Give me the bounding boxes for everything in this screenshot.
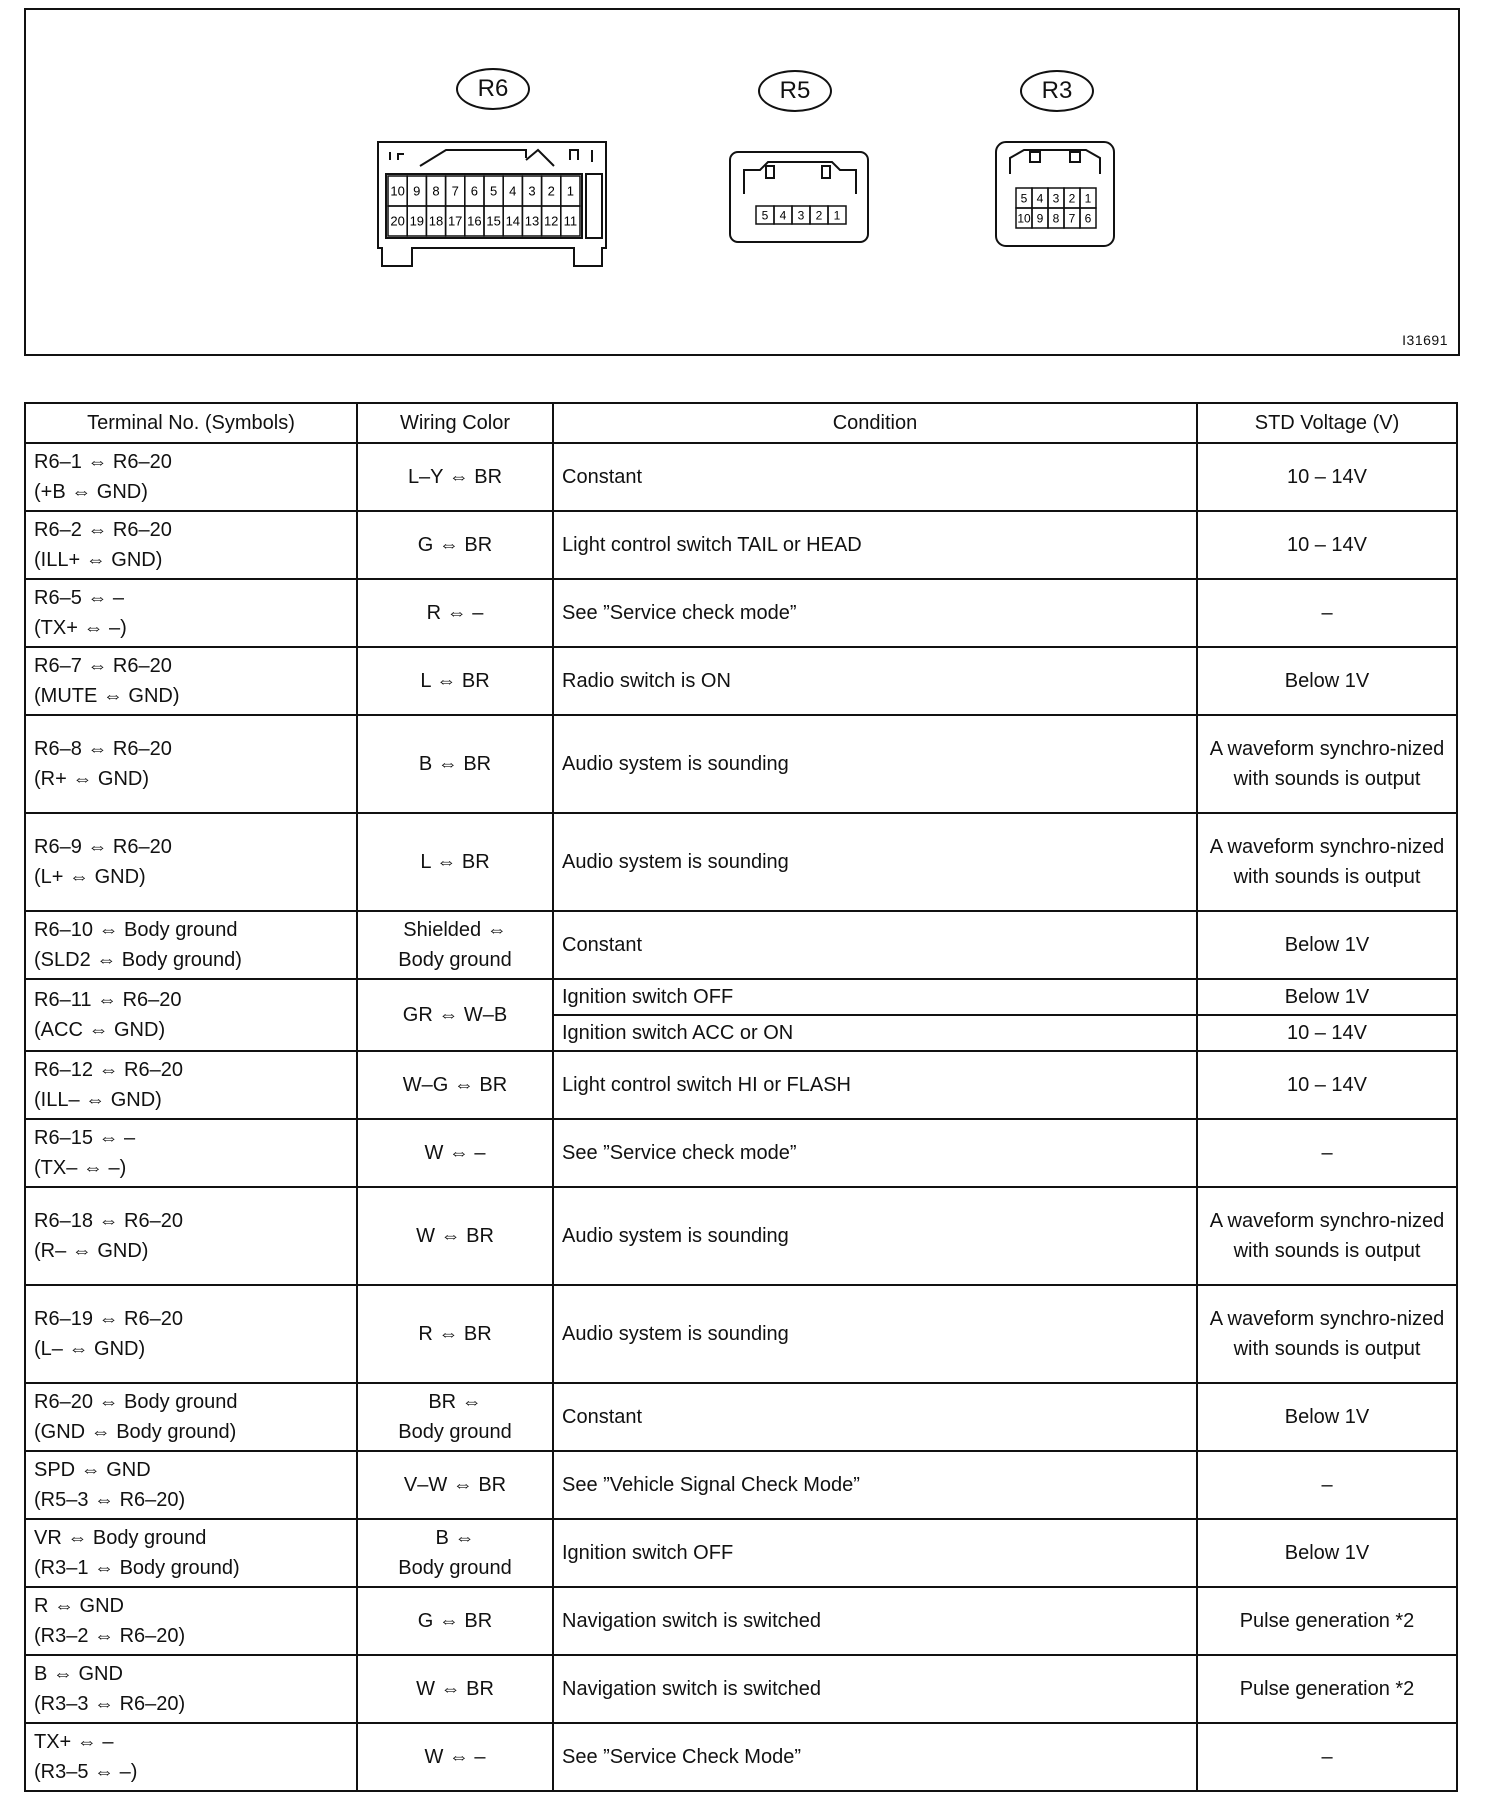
std-voltage-cell: Below 1V	[1197, 1519, 1457, 1587]
terminal-pair: R6–19 ⇔ R6–20	[34, 1308, 183, 1330]
pin-number: 5	[761, 208, 769, 223]
connector-label-r5: R5	[758, 70, 832, 112]
connector-r6	[378, 142, 606, 266]
connector-r5	[730, 152, 868, 242]
terminal-cell	[25, 1587, 357, 1655]
wiring-color-cell	[357, 1051, 553, 1119]
terminal-symbols: (R– ⇔ GND)	[34, 1240, 149, 1262]
terminal-cell	[25, 647, 357, 715]
header-wiring-color: Wiring Color	[357, 403, 553, 443]
std-voltage-cell: Below 1V	[1197, 1383, 1457, 1451]
header-terminal: Terminal No. (Symbols)	[25, 403, 357, 443]
table-row	[25, 1187, 1457, 1285]
terminal-symbols: (+B ⇔ GND)	[34, 481, 148, 503]
wiring-color-cell	[357, 911, 553, 979]
terminal-cell	[25, 1451, 357, 1519]
terminal-pair: R6–18 ⇔ R6–20	[34, 1210, 183, 1232]
terminal-pair: R6–12 ⇔ R6–20	[34, 1059, 183, 1081]
wiring-color-cell	[357, 813, 553, 911]
std-voltage-cell: 10 – 14V	[1197, 443, 1457, 511]
wiring-color: G ⇔ BR	[417, 1610, 493, 1632]
terminal-pair: R6–2 ⇔ R6–20	[34, 519, 172, 541]
pin-number: 19	[409, 213, 425, 229]
std-voltage-cell: –	[1197, 579, 1457, 647]
condition-cell: See ”Vehicle Signal Check Mode”	[553, 1451, 1197, 1519]
pin-number: 4	[509, 183, 517, 199]
pin-number: 4	[1036, 191, 1044, 206]
wiring-color-cell	[357, 1285, 553, 1383]
pin-number: 9	[413, 183, 421, 199]
pin-number: 10	[390, 183, 405, 199]
wiring-color: B ⇔	[435, 1527, 475, 1549]
r6-pin-grid	[388, 176, 580, 236]
pin-number: 2	[547, 183, 555, 199]
terminal-pair: VR ⇔ Body ground	[34, 1527, 207, 1549]
wiring-color-cell	[357, 511, 553, 579]
wiring-color: G ⇔ BR	[417, 534, 493, 556]
terminal-cell	[25, 911, 357, 979]
terminal-cell	[25, 1187, 357, 1285]
wiring-color-cell	[357, 1655, 553, 1723]
terminal-spec-table	[24, 402, 1458, 1792]
std-voltage-cell: Below 1V	[1197, 647, 1457, 715]
pin-number: 8	[432, 183, 440, 199]
std-voltage-cell: Pulse generation *2	[1197, 1587, 1457, 1655]
wiring-color: W ⇔ BR	[416, 1678, 494, 1700]
connector-label-r6: R6	[456, 68, 530, 110]
terminal-symbols: (R+ ⇔ GND)	[34, 768, 149, 790]
pin-number: 1	[566, 183, 575, 199]
terminal-pair: R6–20 ⇔ Body ground	[34, 1391, 238, 1413]
condition-cell: Radio switch is ON	[553, 647, 1197, 715]
terminal-cell	[25, 715, 357, 813]
terminal-cell	[25, 1655, 357, 1723]
terminal-symbols: (R3–2 ⇔ R6–20)	[34, 1625, 186, 1647]
figure-id: I31691	[1402, 332, 1448, 348]
pin-number: 3	[1052, 191, 1060, 206]
terminal-symbols: (R5–3 ⇔ R6–20)	[34, 1489, 186, 1511]
condition-cell: See ”Service check mode”	[553, 579, 1197, 647]
table-row	[25, 1451, 1457, 1519]
std-voltage-cell: –	[1197, 1451, 1457, 1519]
terminal-pair: R6–8 ⇔ R6–20	[34, 738, 172, 760]
std-voltage-cell: A waveform synchro-nized with sounds is output	[1197, 813, 1457, 911]
terminal-pair: R6–9 ⇔ R6–20	[34, 836, 172, 858]
wiring-color-cell	[357, 1519, 553, 1587]
wiring-color: L ⇔ BR	[420, 851, 490, 873]
pin-number: 2	[1068, 191, 1076, 206]
terminal-symbols: (ILL+ ⇔ GND)	[34, 549, 163, 571]
header-condition: Condition	[553, 403, 1197, 443]
wiring-color-cont: Body ground	[398, 1421, 512, 1443]
pin-number: 20	[390, 213, 405, 229]
terminal-symbols: (L+ ⇔ GND)	[34, 866, 146, 888]
wiring-color: L–Y ⇔ BR	[407, 466, 503, 488]
condition-cell: See ”Service check mode”	[553, 1119, 1197, 1187]
table-row	[25, 1519, 1457, 1587]
table-row	[25, 911, 1457, 979]
pin-number: 12	[543, 213, 559, 229]
terminal-symbols: (R3–5 ⇔ –)	[34, 1761, 138, 1783]
terminal-cell	[25, 1383, 357, 1451]
table-row	[25, 1285, 1457, 1383]
terminal-pair: R6–10 ⇔ Body ground	[34, 919, 238, 941]
terminal-pair: B ⇔ GND	[34, 1663, 123, 1685]
terminal-symbols: (TX– ⇔ –)	[34, 1157, 127, 1179]
terminal-pair: R6–11 ⇔ R6–20	[34, 989, 182, 1011]
std-voltage-cell: A waveform synchro-nized with sounds is output	[1197, 1285, 1457, 1383]
condition-cell: Audio system is sounding	[553, 813, 1197, 911]
pin-number: 9	[1036, 211, 1044, 226]
table-row	[25, 443, 1457, 511]
table-row	[25, 647, 1457, 715]
condition-cell: Ignition switch OFF	[553, 979, 1197, 1015]
terminal-symbols: (ILL– ⇔ GND)	[34, 1089, 162, 1111]
pin-number: 11	[563, 213, 578, 229]
table-row	[25, 1051, 1457, 1119]
pin-number: 6	[1084, 211, 1092, 226]
condition-cell: Audio system is sounding	[553, 715, 1197, 813]
pin-number: 2	[815, 208, 823, 223]
condition-cell: Constant	[553, 1383, 1197, 1451]
terminal-pair: R ⇔ GND	[34, 1595, 124, 1617]
r5-pin-grid	[756, 206, 846, 224]
wiring-color-cell	[357, 443, 553, 511]
terminal-pair: TX+ ⇔ –	[34, 1731, 114, 1753]
pin-number: 13	[524, 213, 540, 229]
table-row	[25, 511, 1457, 579]
terminal-symbols: (GND ⇔ Body ground)	[34, 1421, 237, 1443]
table-row	[25, 813, 1457, 911]
terminal-cell	[25, 813, 357, 911]
pin-number: 5	[489, 183, 498, 199]
std-voltage-cell: Below 1V	[1197, 911, 1457, 979]
wiring-color: Shielded ⇔	[403, 919, 507, 941]
pin-number: 8	[1052, 211, 1060, 226]
wiring-color-cell	[357, 1723, 553, 1791]
table-row	[25, 579, 1457, 647]
condition-cell: Navigation switch is switched	[553, 1587, 1197, 1655]
pin-number: 6	[470, 183, 479, 199]
condition-cell: Navigation switch is switched	[553, 1655, 1197, 1723]
pin-number: 16	[467, 213, 482, 229]
table-row	[25, 1655, 1457, 1723]
pin-number: 1	[1084, 191, 1092, 206]
terminal-cell	[25, 511, 357, 579]
terminal-cell	[25, 1519, 357, 1587]
wiring-color-cell	[357, 1451, 553, 1519]
terminal-cell	[25, 1285, 357, 1383]
wiring-color-cell	[357, 579, 553, 647]
terminal-cell	[25, 979, 357, 1051]
condition-cell: See ”Service Check Mode”	[553, 1723, 1197, 1791]
condition-cell: Constant	[553, 911, 1197, 979]
table-row	[25, 715, 1457, 813]
condition-cell: Constant	[553, 443, 1197, 511]
wiring-color: W ⇔ –	[424, 1142, 486, 1164]
std-voltage-cell: 10 – 14V	[1197, 1051, 1457, 1119]
terminal-pair: R6–15 ⇔ –	[34, 1127, 136, 1149]
terminal-cell	[25, 1051, 357, 1119]
terminal-symbols: (SLD2 ⇔ Body ground)	[34, 949, 242, 971]
wiring-color-cont: Body ground	[398, 1557, 512, 1579]
wiring-color-cell	[357, 1187, 553, 1285]
terminal-symbols: (TX+ ⇔ –)	[34, 617, 127, 639]
condition-cell: Audio system is sounding	[553, 1187, 1197, 1285]
terminal-cell	[25, 579, 357, 647]
wiring-color: R ⇔ –	[426, 602, 484, 624]
pin-number: 17	[447, 213, 463, 229]
wiring-color: L ⇔ BR	[420, 670, 490, 692]
r3-pin-grid	[1016, 188, 1096, 228]
wiring-color: BR ⇔	[428, 1391, 482, 1413]
wiring-color: W–G ⇔ BR	[402, 1074, 508, 1096]
header-std-voltage: STD Voltage (V)	[1197, 403, 1457, 443]
table-row	[25, 1587, 1457, 1655]
table-row	[25, 1383, 1457, 1451]
terminal-cell	[25, 1723, 357, 1791]
connector-label-r3: R3	[1020, 70, 1094, 112]
wiring-color-cont: Body ground	[398, 949, 512, 971]
terminal-symbols: (MUTE ⇔ GND)	[34, 685, 180, 707]
terminal-symbols: (ACC ⇔ GND)	[34, 1019, 166, 1041]
wiring-color-cell	[357, 715, 553, 813]
condition-cell: Audio system is sounding	[553, 1285, 1197, 1383]
terminal-pair: R6–1 ⇔ R6–20	[34, 451, 172, 473]
table-row	[25, 979, 1457, 1015]
std-voltage-cell: Below 1V	[1197, 979, 1457, 1015]
wiring-color-cell	[357, 647, 553, 715]
wiring-color-cell	[357, 1587, 553, 1655]
pin-number: 14	[505, 213, 521, 229]
table-row	[25, 1723, 1457, 1791]
wiring-color: R ⇔ BR	[418, 1323, 492, 1345]
pin-number: 1	[833, 208, 841, 223]
std-voltage-cell: –	[1197, 1119, 1457, 1187]
pin-number: 4	[779, 208, 787, 223]
wiring-color: W ⇔ BR	[416, 1225, 494, 1247]
pin-number: 7	[451, 183, 459, 199]
table-row	[25, 1119, 1457, 1187]
table-body	[25, 443, 1457, 1791]
terminal-symbols: (L– ⇔ GND)	[34, 1338, 146, 1360]
pin-number: 3	[528, 183, 536, 199]
pin-number: 10	[1017, 211, 1031, 226]
connector-diagram	[24, 8, 1460, 356]
pin-number: 5	[1020, 191, 1028, 206]
wiring-color: GR ⇔ W–B	[402, 1004, 508, 1026]
std-voltage-cell: 10 – 14V	[1197, 1015, 1457, 1051]
terminal-cell	[25, 443, 357, 511]
condition-cell: Light control switch HI or FLASH	[553, 1051, 1197, 1119]
wiring-color-cell	[357, 1119, 553, 1187]
terminal-cell	[25, 1119, 357, 1187]
wiring-color: B ⇔ BR	[418, 753, 492, 775]
condition-cell: Ignition switch OFF	[553, 1519, 1197, 1587]
pin-number: 3	[797, 208, 805, 223]
table-header-row	[25, 403, 1457, 443]
wiring-color: V–W ⇔ BR	[403, 1474, 507, 1496]
std-voltage-cell: Pulse generation *2	[1197, 1655, 1457, 1723]
pin-number: 15	[486, 213, 501, 229]
terminal-symbols: (R3–1 ⇔ Body ground)	[34, 1557, 240, 1579]
terminal-pair: R6–7 ⇔ R6–20	[34, 655, 172, 677]
std-voltage-cell: –	[1197, 1723, 1457, 1791]
std-voltage-cell: 10 – 14V	[1197, 511, 1457, 579]
wiring-color-cell	[357, 1383, 553, 1451]
terminal-pair: SPD ⇔ GND	[34, 1459, 151, 1481]
wiring-color: W ⇔ –	[424, 1746, 486, 1768]
std-voltage-cell: A waveform synchro-nized with sounds is output	[1197, 1187, 1457, 1285]
condition-cell: Ignition switch ACC or ON	[553, 1015, 1197, 1051]
connector-drawing	[26, 10, 1458, 354]
terminal-symbols: (R3–3 ⇔ R6–20)	[34, 1693, 186, 1715]
std-voltage-cell: A waveform synchro-nized with sounds is output	[1197, 715, 1457, 813]
wiring-color-cell	[357, 979, 553, 1051]
pin-number: 7	[1068, 211, 1076, 226]
condition-cell: Light control switch TAIL or HEAD	[553, 511, 1197, 579]
pin-number: 18	[428, 213, 444, 229]
terminal-pair: R6–5 ⇔ –	[34, 587, 125, 609]
